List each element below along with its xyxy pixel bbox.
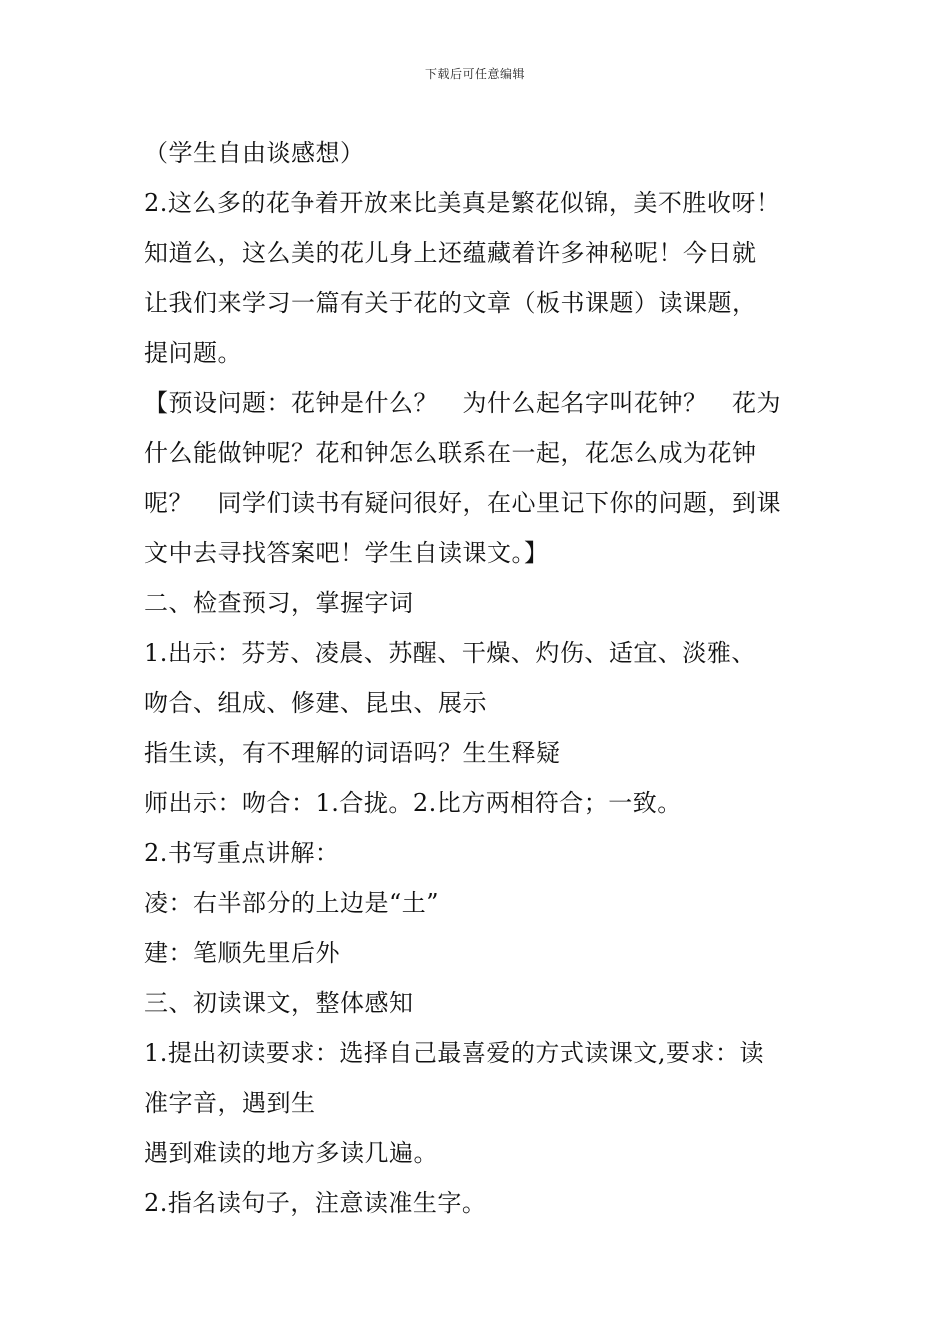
paragraph-line: 1.提出初读要求：选择自己最喜爱的方式读课文,要求：读 [144,1039,765,1067]
paragraph-line: 什么能做钟呢？花和钟怎么联系在一起，花怎么成为花钟 [144,439,757,467]
paragraph-line: 师出示：吻合：1.合拢。2.比方两相符合；一致。 [144,789,682,817]
paragraph-line: 呢？ 同学们读书有疑问很好，在心里记下你的问题，到课 [144,489,781,517]
paragraph-line: 文中去寻找答案吧！学生自读课文。】 [144,539,549,567]
section-heading: 三、初读课文，整体感知 [144,989,414,1017]
section-heading: 二、检查预习，掌握字词 [144,589,414,617]
paragraph-line: 吻合、组成、修建、昆虫、展示 [144,689,487,717]
document-body [144,128,824,1228]
paragraph-line: 让我们来学习一篇有关于花的文章（板书课题）读课题， [144,289,757,317]
paragraph-line: 建：笔顺先里后外 [144,939,340,967]
paragraph-line: 1.出示：芬芳、凌晨、苏醒、干燥、灼伤、适宜、淡雅、 [144,639,756,667]
page-header: 下载后可任意编辑 [424,67,525,81]
paragraph-line: 指生读，有不理解的词语吗？生生释疑 [144,739,561,767]
paragraph-line: 2.指名读句子，注意读准生字。 [144,1189,487,1217]
paragraph-line: 凌：右半部分的上边是“土” [144,889,440,917]
paragraph-line: （学生自由谈感想） [144,139,365,167]
paragraph-line: 遇到难读的地方多读几遍。 [144,1139,438,1167]
paragraph-line: 【预设问题：花钟是什么？ 为什么起名字叫花钟？ 花为 [144,389,781,417]
paragraph-line: 2.这么多的花争着开放来比美真是繁花似锦，美不胜收呀！ [144,189,781,217]
paragraph-line: 知道么，这么美的花儿身上还蕴藏着许多神秘呢！今日就 [144,239,757,267]
paragraph-line: 准字音，遇到生 [144,1089,316,1117]
paragraph-line: 2.书写重点讲解： [144,839,340,867]
paragraph-line: 提问题。 [144,339,242,367]
